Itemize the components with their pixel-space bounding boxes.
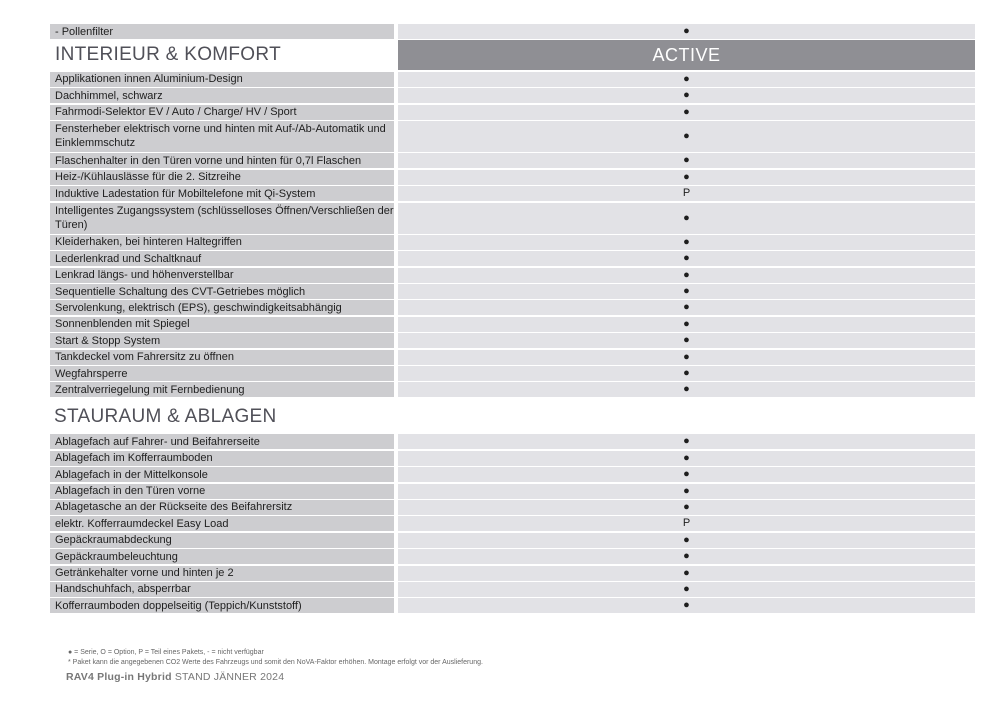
table-row [50, 300, 975, 315]
table-row [50, 88, 975, 103]
row-value: ● [398, 24, 975, 39]
row-value: ● [398, 533, 975, 548]
row-value: ● [398, 153, 975, 168]
legend-line-2: * Paket kann die angegebenen CO2 Werte des Fahrzeugs und somit den NoVA-Faktor erhöhen. Montage erfolgt vor der Auslieferung. [68, 659, 483, 666]
table-row [50, 566, 975, 581]
row-label: Servolenkung, elektrisch (EPS), geschwindigkeitsabhängig [50, 300, 394, 315]
table-row [50, 467, 975, 482]
row-value: ● [398, 484, 975, 499]
row-value: ● [398, 500, 975, 515]
table-row [50, 382, 975, 397]
table-row [50, 24, 975, 39]
row-label: Gepäckraumabdeckung [50, 533, 394, 548]
row-value: ● [398, 582, 975, 597]
table-row [50, 317, 975, 332]
row-value: ● [398, 317, 975, 332]
table-row [50, 235, 975, 250]
row-value: ● [398, 284, 975, 299]
row-value: ● [398, 566, 975, 581]
row-label: Lederlenkrad und Schaltknauf [50, 251, 394, 266]
row-label: Ablagefach im Kofferraumboden [50, 451, 394, 466]
interior-rows [50, 72, 975, 398]
section-title-storage: STAURAUM & ABLAGEN [54, 406, 277, 428]
interior-header [50, 40, 975, 70]
row-label: Intelligentes Zugangssystem (schlüsselloses Öffnen/Verschließen der Türen) [50, 203, 394, 234]
row-value: ● [398, 251, 975, 266]
table-row [50, 170, 975, 185]
storage-rows [50, 434, 975, 613]
row-label: Flaschenhalter in den Türen vorne und hinten für 0,7l Flaschen [50, 153, 394, 168]
table-row [50, 598, 975, 613]
row-label: - Pollenfilter [50, 24, 394, 39]
row-label: Heiz-/Kühlauslässe für die 2. Sitzreihe [50, 170, 394, 185]
row-value: ● [398, 72, 975, 87]
legend-line-1: ● = Serie, O = Option, P = Teil eines Pakets, - = nicht verfügbar [68, 649, 264, 656]
table-row [50, 72, 975, 87]
row-value: ● [398, 467, 975, 482]
row-value: ● [398, 350, 975, 365]
row-value: P [398, 516, 975, 531]
row-value: ● [398, 434, 975, 449]
table-row [50, 549, 975, 564]
table-row [50, 500, 975, 515]
row-value: P [398, 186, 975, 201]
row-label: Applikationen innen Aluminium-Design [50, 72, 394, 87]
row-value: ● [398, 451, 975, 466]
row-value: ● [398, 203, 975, 234]
section-title-interior: INTERIEUR & KOMFORT [55, 44, 281, 66]
row-value: ● [398, 333, 975, 348]
table-row [50, 484, 975, 499]
row-value: ● [398, 300, 975, 315]
table-row [50, 333, 975, 348]
row-value: ● [398, 105, 975, 120]
table-row [50, 451, 975, 466]
row-value: ● [398, 598, 975, 613]
table-row [50, 366, 975, 381]
row-label: Ablagefach auf Fahrer- und Beifahrerseite [50, 434, 394, 449]
row-label: Getränkehalter vorne und hinten je 2 [50, 566, 394, 581]
row-label: Dachhimmel, schwarz [50, 88, 394, 103]
row-label: Kleiderhaken, bei hinteren Haltegriffen [50, 235, 394, 250]
row-label: Start & Stopp System [50, 333, 394, 348]
table-row [50, 186, 975, 201]
row-label: Fensterheber elektrisch vorne und hinten mit Auf-/Ab-Automatik und Einklemmschutz [50, 121, 394, 152]
table-row [50, 533, 975, 548]
row-label: Lenkrad längs- und höhenverstellbar [50, 268, 394, 283]
row-label: elektr. Kofferraumdeckel Easy Load [50, 516, 394, 531]
table-row [50, 434, 975, 449]
row-label: Kofferraumboden doppelseitig (Teppich/Kunststoff) [50, 598, 394, 613]
row-value: ● [398, 121, 975, 152]
equipment-table [50, 24, 975, 615]
row-value: ● [398, 549, 975, 564]
row-value: ● [398, 366, 975, 381]
table-row [50, 268, 975, 283]
row-label: Sonnenblenden mit Spiegel [50, 317, 394, 332]
table-row [50, 153, 975, 168]
footer-model: RAV4 Plug-in Hybrid [66, 671, 172, 683]
table-row [50, 251, 975, 266]
row-value: ● [398, 235, 975, 250]
row-label: Handschuhfach, absperrbar [50, 582, 394, 597]
row-value: ● [398, 382, 975, 397]
row-label: Ablagefach in den Türen vorne [50, 484, 394, 499]
row-label: Induktive Ladestation für Mobiltelefone mit Qi-System [50, 186, 394, 201]
row-label: Ablagetasche an der Rückseite des Beifahrersitz [50, 500, 394, 515]
row-label: Sequentielle Schaltung des CVT-Getriebes möglich [50, 284, 394, 299]
row-label: Zentralverriegelung mit Fernbedienung [50, 382, 394, 397]
row-label: Wegfahrsperre [50, 366, 394, 381]
row-label: Fahrmodi-Selektor EV / Auto / Charge/ HV / Sport [50, 105, 394, 120]
table-row [50, 582, 975, 597]
table-row [50, 105, 975, 120]
table-row [50, 516, 975, 531]
row-value: ● [398, 170, 975, 185]
row-value: ● [398, 268, 975, 283]
row-label: Ablagefach in der Mittelkonsole [50, 467, 394, 482]
table-row [50, 284, 975, 299]
footer-stand: STAND JÄNNER 2024 [174, 671, 285, 683]
row-label: Tankdeckel vom Fahrersitz zu öffnen [50, 350, 394, 365]
table-row [50, 350, 975, 365]
row-label: Gepäckraumbeleuchtung [50, 549, 394, 564]
row-value: ● [398, 88, 975, 103]
model-column-header: ACTIVE [398, 40, 975, 70]
table-row [50, 203, 975, 234]
legend [68, 648, 483, 668]
footer-title [66, 671, 284, 683]
table-row [50, 121, 975, 152]
